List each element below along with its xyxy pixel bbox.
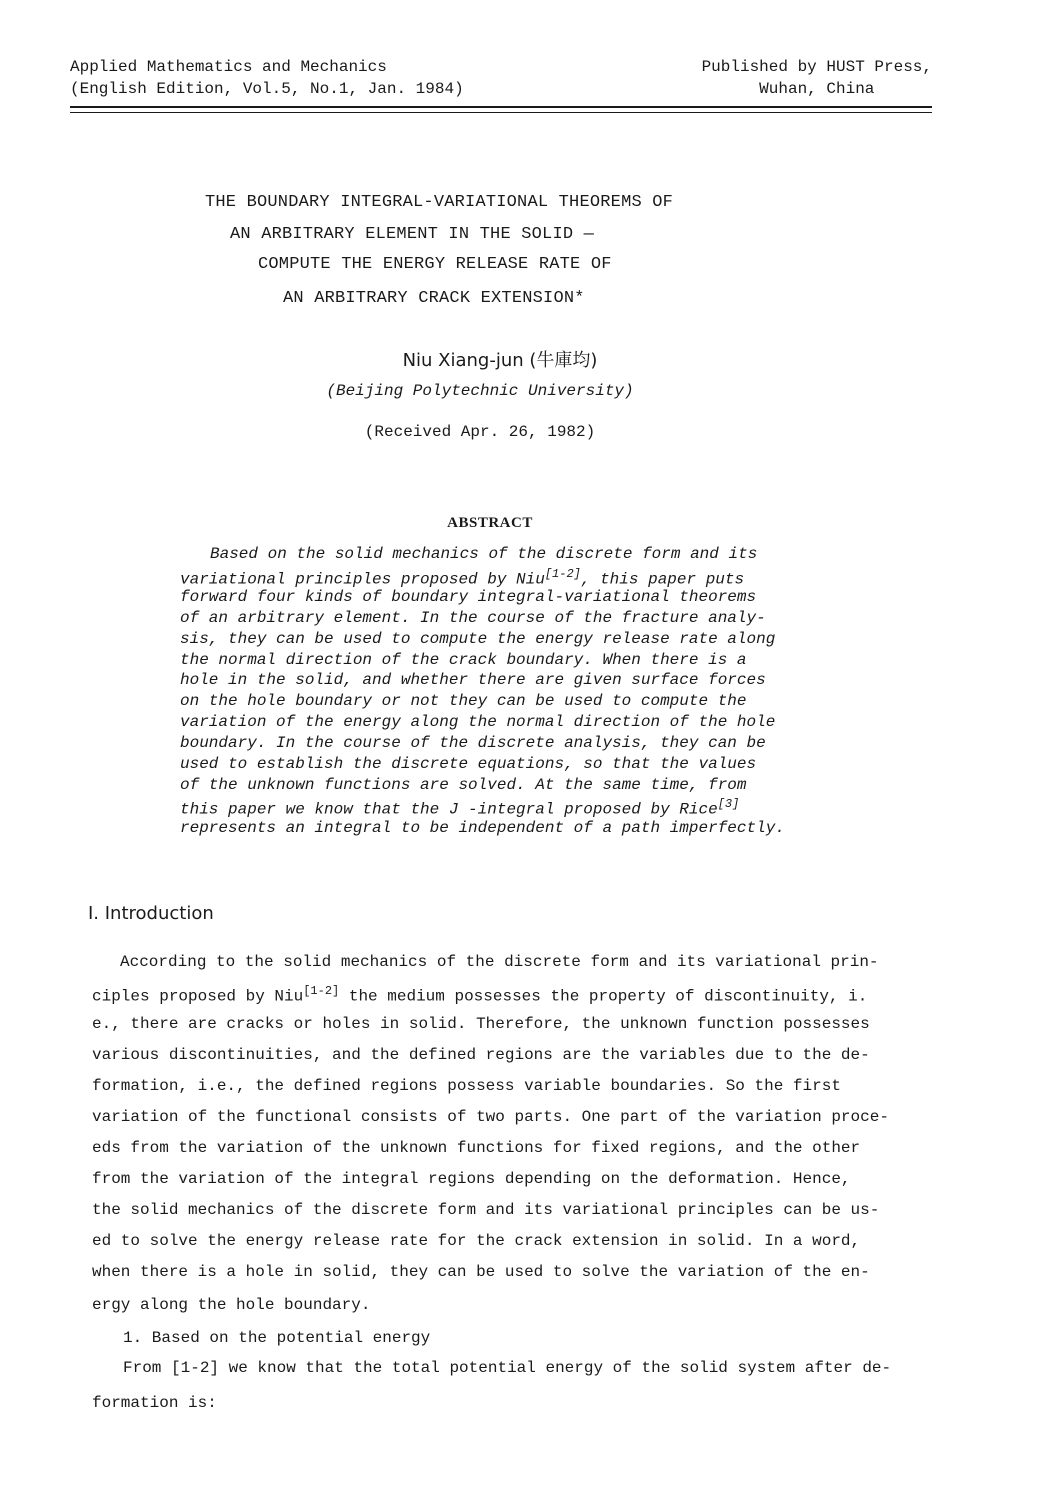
intro-line: e., there are cracks or holes in solid. Therefore, the unknown function possesses xyxy=(92,1015,870,1033)
intro-line: the solid mechanics of the discrete form and its variational principles can be us- xyxy=(92,1201,880,1219)
abstract-line: Based on the solid mechanics of the discrete form and its xyxy=(210,545,758,563)
abstract-line: variation of the energy along the normal direction of the hole xyxy=(180,713,776,731)
citation-ref: [1-2] xyxy=(303,984,340,998)
title-line-1: THE BOUNDARY INTEGRAL-VARIATIONAL THEOREMS OF xyxy=(205,193,674,212)
abstract-heading: ABSTRACT xyxy=(447,515,533,531)
abstract-line: of an arbitrary element. In the course of the fracture analy- xyxy=(180,609,766,627)
intro-line: ergy along the hole boundary. xyxy=(92,1296,371,1314)
section-heading: I. Introduction xyxy=(88,903,214,924)
journal-info xyxy=(70,56,464,100)
intro-line: from the variation of the integral regions depending on the deformation. Hence, xyxy=(92,1170,851,1188)
subsection-heading: 1. Based on the potential energy xyxy=(123,1329,431,1347)
header-rule-thin xyxy=(70,112,932,113)
citation-ref: [1-2] xyxy=(544,567,581,581)
title-line-4: AN ARBITRARY CRACK EXTENSION* xyxy=(283,289,585,308)
journal-edition: (English Edition, Vol.5, No.1, Jan. 1984) xyxy=(70,80,464,98)
publisher-location: Wuhan, China xyxy=(759,80,875,98)
abstract-line: boundary. In the course of the discrete analysis, they can be xyxy=(180,734,766,752)
title-line-2: AN ARBITRARY ELEMENT IN THE SOLID — xyxy=(230,225,595,244)
received-date: (Received Apr. 26, 1982) xyxy=(364,423,596,441)
abstract-line: represents an integral to be independent of a path imperfectly. xyxy=(180,819,785,837)
publisher-info xyxy=(702,56,932,100)
journal-name: Applied Mathematics and Mechanics xyxy=(70,58,387,76)
intro-line: ed to solve the energy release rate for the crack extension in solid. In a word, xyxy=(92,1232,861,1250)
abstract-line: of the unknown functions are solved. At the same time, from xyxy=(180,776,747,794)
intro-line: According to the solid mechanics of the discrete form and its variational prin- xyxy=(120,953,879,971)
intro-text: the medium possesses the property of discontinuity, i. xyxy=(339,987,868,1006)
citation-ref: [3] xyxy=(717,797,740,811)
intro-line: From [1-2] we know that the total potential energy of the solid system after de- xyxy=(123,1359,892,1377)
abstract-line: hole in the solid, and whether there are given surface forces xyxy=(180,671,766,689)
intro-line: various discontinuities, and the defined regions are the variables due to the de- xyxy=(92,1046,870,1064)
intro-line: formation, i.e., the defined regions possess variable boundaries. So the first xyxy=(92,1077,841,1095)
title-line-3: COMPUTE THE ENERGY RELEASE RATE OF xyxy=(258,255,612,274)
abstract-line: sis, they can be used to compute the energy release rate along xyxy=(180,630,776,648)
intro-text: ciples proposed by Niu xyxy=(92,987,304,1006)
header-rule-thick xyxy=(70,106,932,108)
intro-line: formation is: xyxy=(92,1394,217,1412)
intro-line: when there is a hole in solid, they can be used to solve the variation of the en- xyxy=(92,1263,870,1281)
intro-line xyxy=(92,984,867,1005)
abstract-text: , this paper puts xyxy=(580,570,745,589)
abstract-text: variational principles proposed by Niu xyxy=(180,570,545,589)
abstract-line: forward four kinds of boundary integral-variational theorems xyxy=(180,588,757,606)
abstract-line: the normal direction of the crack boundary. When there is a xyxy=(180,651,747,669)
abstract-line xyxy=(180,567,744,588)
author: Niu Xiang-jun (牛庫均) xyxy=(402,350,598,371)
abstract-line xyxy=(180,797,739,818)
intro-line: eds from the variation of the unknown functions for fixed regions, and the other xyxy=(92,1139,861,1157)
abstract-line: on the hole boundary or not they can be used to compute the xyxy=(180,692,747,710)
abstract-line: used to establish the discrete equations, so that the values xyxy=(180,755,757,773)
affiliation: (Beijing Polytechnic University) xyxy=(326,382,634,400)
abstract-text: this paper we know that the J -integral proposed by Rice xyxy=(180,800,718,819)
intro-line: variation of the functional consists of two parts. One part of the variation proce- xyxy=(92,1108,889,1126)
publisher-name: Published by HUST Press, xyxy=(701,58,932,76)
